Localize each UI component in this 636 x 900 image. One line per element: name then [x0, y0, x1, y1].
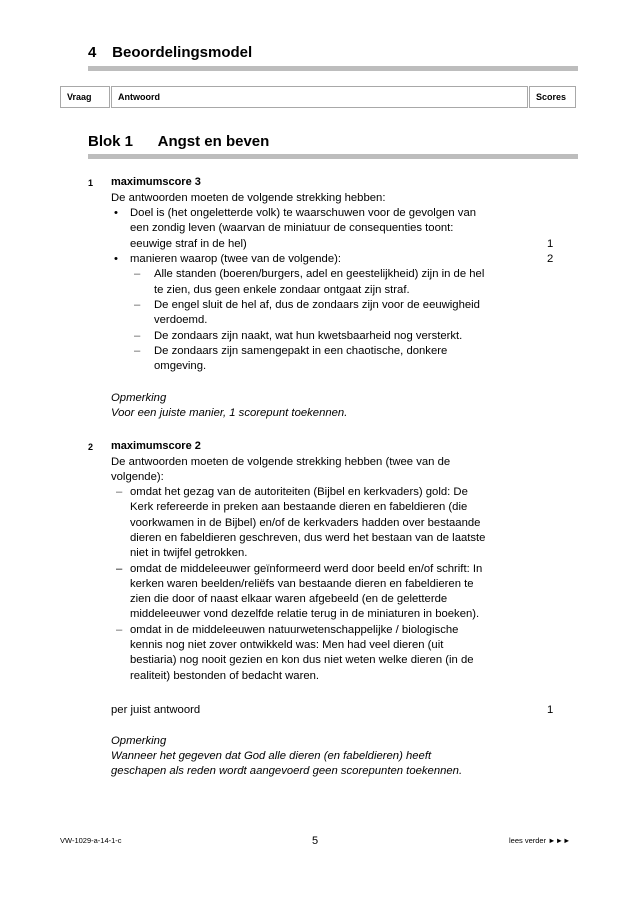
- answer-line: zien die door of naast elkaar waren afgebeeld (en de geletterde: [130, 593, 448, 606]
- answer-line: een zondig leven (waarvan de miniatuur de consequenties toont:: [130, 222, 454, 235]
- section-divider: [88, 66, 578, 71]
- answer-line: voorkwamen in de Bijbel) en/of de kerkvaders hadden over bestaande: [130, 516, 481, 529]
- column-header-antwoord: Antwoord: [111, 86, 528, 108]
- dash-marker: –: [116, 486, 123, 498]
- answer-options: [0, 485, 636, 685]
- answer-line: kerken waren beelden/reliëfs van bestaande dieren en fabeldieren te: [130, 577, 474, 590]
- next-page-link[interactable]: lees verder ►►►: [509, 836, 571, 845]
- answer-line: De engel sluit de hel af, dus de zondaars zijn voor de eeuwigheid: [154, 298, 480, 311]
- answer-line: Doel is (het ongeletterde volk) te waarschuwen voor de gevolgen van: [130, 207, 477, 219]
- answer-line: Alle standen (boeren/burgers, adel en geestelijkheid) zijn in de hel: [154, 268, 485, 281]
- answer-bullet-2: [0, 252, 636, 377]
- answer-line: manieren waarop (twee van de volgende):: [130, 253, 342, 265]
- bullet-dot: •: [114, 207, 118, 219]
- answer-line: De zondaars zijn naakt, wat hun kwetsbaarheid nog versterkt.: [154, 329, 463, 342]
- question-number: 1: [88, 178, 94, 188]
- answer-line: kennis nog niet zover ontwikkeld was: Men had veel dieren (uit: [130, 639, 444, 651]
- blok-divider: [88, 154, 578, 159]
- dash-marker: –: [116, 623, 123, 636]
- answer-line: bestiaria) nog nooit gezien en kon dus niet weten welke dieren (in de: [130, 654, 474, 667]
- remark-text: Voor een juiste manier, 1 scorepunt toekennen.: [111, 407, 348, 419]
- answer-intro: volgende):: [111, 471, 164, 483]
- blok-title: [88, 133, 269, 150]
- question-maxscore: maximumscore 3: [111, 176, 201, 188]
- question-maxscore: maximumscore 2: [111, 440, 201, 452]
- dash-marker: –: [116, 562, 123, 575]
- remark-label: Opmerking: [111, 392, 167, 404]
- section-title: [88, 44, 252, 61]
- remark-text: Wanneer het gegeven dat God alle dieren (en fabeldieren) heeft: [111, 750, 432, 762]
- footer-code: VW-1029-a-14-1-c: [60, 836, 122, 845]
- answer-line: omdat de middeleeuwer geïnformeerd werd door beeld en/of schrift: In: [130, 562, 483, 575]
- answer-line: eeuwige straf in de hel): [130, 237, 247, 250]
- answer-bullet-1: [0, 206, 636, 256]
- per-answer-label: per juist antwoord: [111, 704, 201, 716]
- answer-line: middeleeuwer vond dezelfde relatie terug in de miniaturen in boeken).: [130, 608, 480, 621]
- blok-name: Angst en beven: [157, 133, 270, 150]
- dash-marker: –: [134, 329, 141, 342]
- remark-text: geschapen als reden wordt aangevoerd geen scorepunten toekennen.: [111, 765, 463, 777]
- section-number: 4: [88, 44, 97, 61]
- answer-line: De zondaars zijn samengepakt in een chaotische, donkere: [154, 344, 448, 357]
- score-value: 1: [547, 237, 554, 250]
- answer-line: dieren en fabeldieren geschreven, dus werd het bestaan van de laatste: [130, 531, 486, 544]
- answer-line: te zien, dus geen enkele zondaar ontgaat zijn straf.: [154, 283, 410, 296]
- answer-line: omdat het gezag van de autoriteiten (Bijbel en kerkvaders) gold: De: [130, 486, 468, 498]
- column-header-vraag: Vraag: [60, 86, 110, 108]
- answer-line: realiteit) bestonden of bedacht waren.: [130, 669, 320, 682]
- column-header-scores: Scores: [529, 86, 576, 108]
- blok-label: Blok 1: [88, 133, 134, 150]
- remark-label: Opmerking: [111, 735, 167, 747]
- answer-line: omdat in de middeleeuwen natuurwetenschappelijke / biologische: [130, 623, 459, 636]
- section-name: Beoordelingsmodel: [112, 44, 253, 61]
- dash-marker: –: [134, 268, 141, 281]
- dash-marker: –: [134, 344, 141, 357]
- answer-line: omgeving.: [154, 360, 207, 373]
- question-number: 2: [88, 442, 94, 452]
- page-number: 5: [312, 835, 319, 847]
- answer-intro: De antwoorden moeten de volgende strekking hebben:: [111, 192, 386, 204]
- bullet-dot: •: [114, 253, 118, 265]
- dash-marker: –: [134, 298, 141, 311]
- score-value: 2: [547, 253, 554, 265]
- score-value: 1: [547, 704, 554, 716]
- answer-line: Kerk refereerde in preken aan bestaande dieren en fabeldieren (die: [130, 501, 468, 514]
- answer-intro: De antwoorden moeten de volgende strekking hebben (twee van de: [111, 456, 451, 468]
- answer-line: verdoemd.: [154, 314, 208, 327]
- answer-line: niet in twijfel getrokken.: [130, 547, 248, 560]
